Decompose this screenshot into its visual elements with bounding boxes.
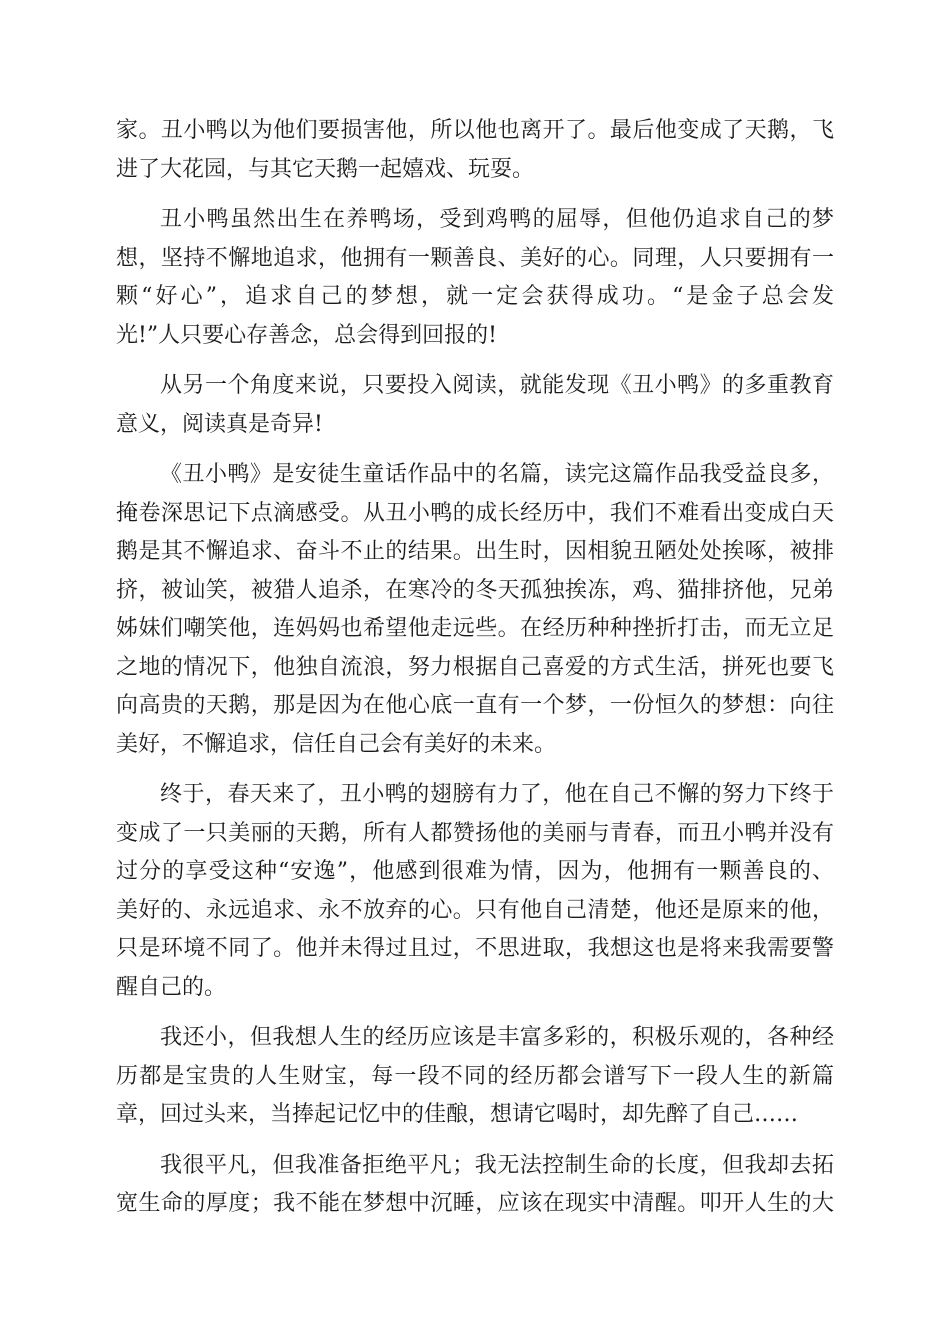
text-line: 掩卷深思记下点滴感受。从丑小鸭的成长经历中，我们不难看出变成白天 bbox=[116, 500, 834, 526]
text-line: 终于，春天来了，丑小鸭的翅膀有力了，他在自己不懈的努力下终于 bbox=[160, 782, 834, 807]
text-line: 想，坚持不懈地追求，他拥有一颗善良、美好的心。同理，人只要拥有一 bbox=[116, 245, 834, 271]
text-line: 过分的享受这种“安逸”，他感到很难为情，因为，他拥有一颗善良的、 bbox=[116, 859, 834, 884]
text-line: 意义，阅读真是奇异! bbox=[116, 411, 323, 437]
paragraph-1 bbox=[116, 112, 834, 189]
text-line: 章，回过头来，当捧起记忆中的佳酿，想请它喝时，却先醉了自己…… bbox=[116, 1102, 799, 1127]
text-line: 鹅是其不懈追求、奋斗不止的结果。出生时，因相貌丑陋处处挨啄，被排 bbox=[116, 539, 834, 564]
paragraph-6 bbox=[116, 1019, 834, 1135]
text-line: 醒自己的。 bbox=[116, 974, 227, 1000]
text-line: 颗“好心”，追求自己的梦想，就一定会获得成功。“是金子总会发 bbox=[116, 284, 834, 309]
text-line: 从另一个角度来说，只要投入阅读，就能发现《丑小鸭》的多重教育 bbox=[160, 373, 834, 398]
text-line: 历都是宝贵的人生财宝，每一段不同的经历都会谱写下一段人生的新篇 bbox=[116, 1063, 834, 1089]
text-line: 姊妹们嘲笑他，连妈妈也希望他走远些。在经历种种挫折打击，而无立足 bbox=[116, 616, 834, 641]
text-line: 我很平凡，但我准备拒绝平凡；我无法控制生命的长度，但我却去拓 bbox=[160, 1152, 834, 1178]
document-page bbox=[116, 112, 834, 1236]
text-line: 宽生命的厚度；我不能在梦想中沉睡，应该在现实中清醒。叩开人生的大 bbox=[116, 1191, 834, 1216]
text-line: 美好的、永远追求、永不放弃的心。只有他自己清楚，他还是原来的他， bbox=[116, 897, 834, 923]
text-line: 光!”人只要心存善念，总会得到回报的! bbox=[116, 322, 497, 348]
text-line: 挤，被讪笑，被猎人追杀，在寒冷的冬天孤独挨冻，鸡、猫排挤他，兄弟 bbox=[116, 577, 834, 603]
text-line: 《丑小鸭》是安徒生童话作品中的名篇，读完这篇作品我受益良多， bbox=[160, 462, 834, 487]
text-line: 只是环境不同了。他并未得过且过，不思进取，我想这也是将来我需要警 bbox=[116, 936, 834, 961]
paragraph-3 bbox=[116, 367, 834, 444]
paragraph-7 bbox=[116, 1147, 834, 1224]
text-line: 我还小，但我想人生的经历应该是丰富多彩的，积极乐观的，各种经 bbox=[160, 1025, 834, 1050]
paragraph-2 bbox=[116, 201, 834, 355]
text-line: 丑小鸭虽然出生在养鸭场，受到鸡鸭的屈辱，但他仍追求自己的梦 bbox=[160, 207, 834, 232]
text-line: 家。丑小鸭以为他们要损害他，所以他也离开了。最后他变成了天鹅，飞 bbox=[116, 118, 834, 143]
text-line: 向高贵的天鹅，那是因为在他心底一直有一个梦，一份恒久的梦想：向往 bbox=[116, 693, 834, 718]
paragraph-5 bbox=[116, 776, 834, 1007]
text-line: 之地的情况下，他独自流浪，努力根据自己喜爱的方式生活，拼死也要飞 bbox=[116, 654, 834, 680]
paragraph-4 bbox=[116, 456, 834, 764]
text-line: 变成了一只美丽的天鹅，所有人都赞扬他的美丽与青春，而丑小鸭并没有 bbox=[116, 820, 834, 846]
text-line: 进了大花园，与其它天鹅一起嬉戏、玩耍。 bbox=[116, 156, 535, 182]
text-line: 美好，不懈追求，信任自己会有美好的未来。 bbox=[116, 731, 557, 757]
